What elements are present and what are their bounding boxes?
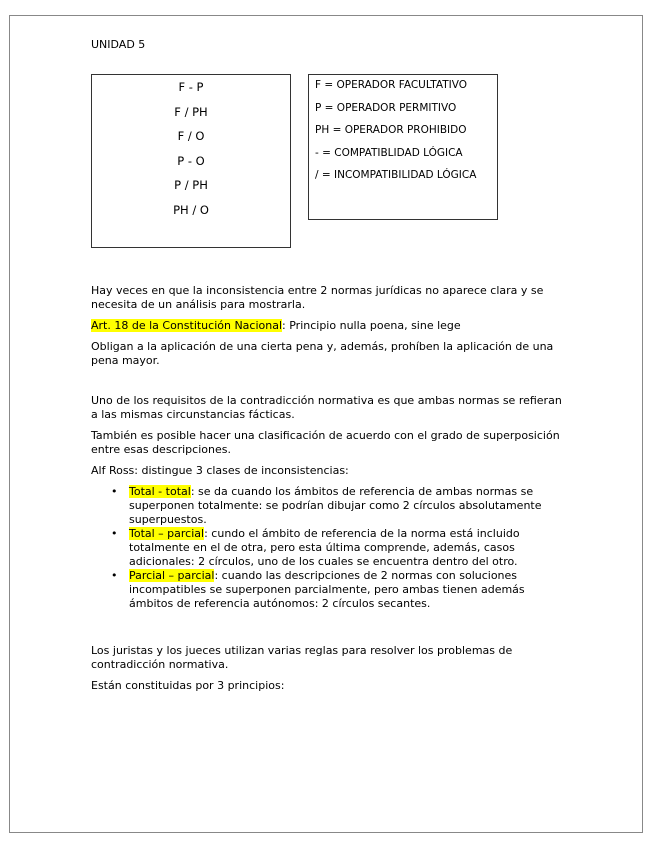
bullet-icon: •: [111, 485, 118, 498]
paragraph-pena: Obligan a la aplicación de una cierta pena y, además, prohíben la aplicación de una pena mayor.: [91, 340, 554, 367]
legend-item: PH = OPERADOR PROHIBIDO: [315, 124, 467, 136]
article-description: : Principio nulla poena, sine lege: [282, 319, 461, 332]
bullet-icon: •: [111, 527, 118, 540]
document-page: [9, 15, 643, 833]
unit-title: UNIDAD 5: [91, 38, 146, 51]
legend-item: F = OPERADOR FACULTATIVO: [315, 79, 468, 91]
legend-box: [308, 74, 498, 220]
bullet-icon: •: [111, 569, 118, 582]
term-highlight: Total - total: [129, 485, 191, 498]
spacer: [91, 375, 571, 394]
paragraph-inconsistency-intro: Hay veces en que la inconsistencia entre 2 normas jurídicas no aparece clara y se necesita de un análisis para mostrarla.: [91, 284, 544, 311]
spacer: [91, 611, 571, 644]
paragraph-clasificacion: También es posible hacer una clasificación de acuerdo con el grado de superposición entre esas descripciones.: [91, 429, 560, 456]
list-item: [111, 569, 571, 611]
paragraph-juristas: Los juristas y los jueces utilizan varias reglas para resolver los problemas de contradicción normativa.: [91, 644, 513, 671]
combinations-box: [91, 74, 291, 248]
term-description: : cundo el ámbito de referencia de la norma está incluido totalmente en el de otra, pero esta última comprende, además, casos adicionales: 2 círculos, uno de los cuales se encuentra dentro del otro.: [129, 527, 520, 568]
legend-item: - = COMPATIBLIDAD LÓGICA: [315, 146, 463, 159]
operator-boxes: [91, 74, 571, 250]
article-reference: [91, 319, 571, 333]
legend-item: / = INCOMPATIBILIDAD LÓGICA: [315, 169, 477, 181]
term-highlight: Total – parcial: [129, 527, 205, 540]
combination-line: F / PH: [174, 104, 208, 119]
paragraph-requisitos: Uno de los requisitos de la contradicción normativa es que ambas normas se refieran a las mismas circunstancias fácticas.: [91, 394, 562, 421]
combination-line: P / PH: [174, 178, 208, 192]
paragraph-alf-ross: Alf Ross: distingue 3 clases de inconsistencias:: [91, 464, 349, 477]
list-item: [111, 527, 571, 569]
legend-item: P = OPERADOR PERMITIVO: [315, 101, 457, 114]
list-item: [111, 485, 571, 527]
term-description: : se da cuando los ámbitos de referencia de ambas normas se superponen totalmente: se podrían dibujar como 2 círculos absolutamente superpuestos.: [129, 485, 542, 526]
combination-line: P - O: [177, 153, 205, 168]
combination-line: F / O: [177, 129, 205, 143]
inconsistency-list: [91, 485, 571, 611]
combination-line: F - P: [178, 80, 204, 94]
combination-line: PH / O: [173, 202, 209, 217]
term-highlight: Parcial – parcial: [129, 569, 215, 582]
term-description: : cuando las descripciones de 2 normas con soluciones incompatibles se superponen parcialmente, pero ambas tienen además ámbitos de referencia autónomos: 2 círculos secantes.: [129, 569, 525, 610]
article-highlight: Art. 18 de la Constitución Nacional: [91, 319, 283, 332]
paragraph-principios: Están constituidas por 3 principios:: [91, 679, 285, 692]
page-content: [91, 38, 571, 700]
